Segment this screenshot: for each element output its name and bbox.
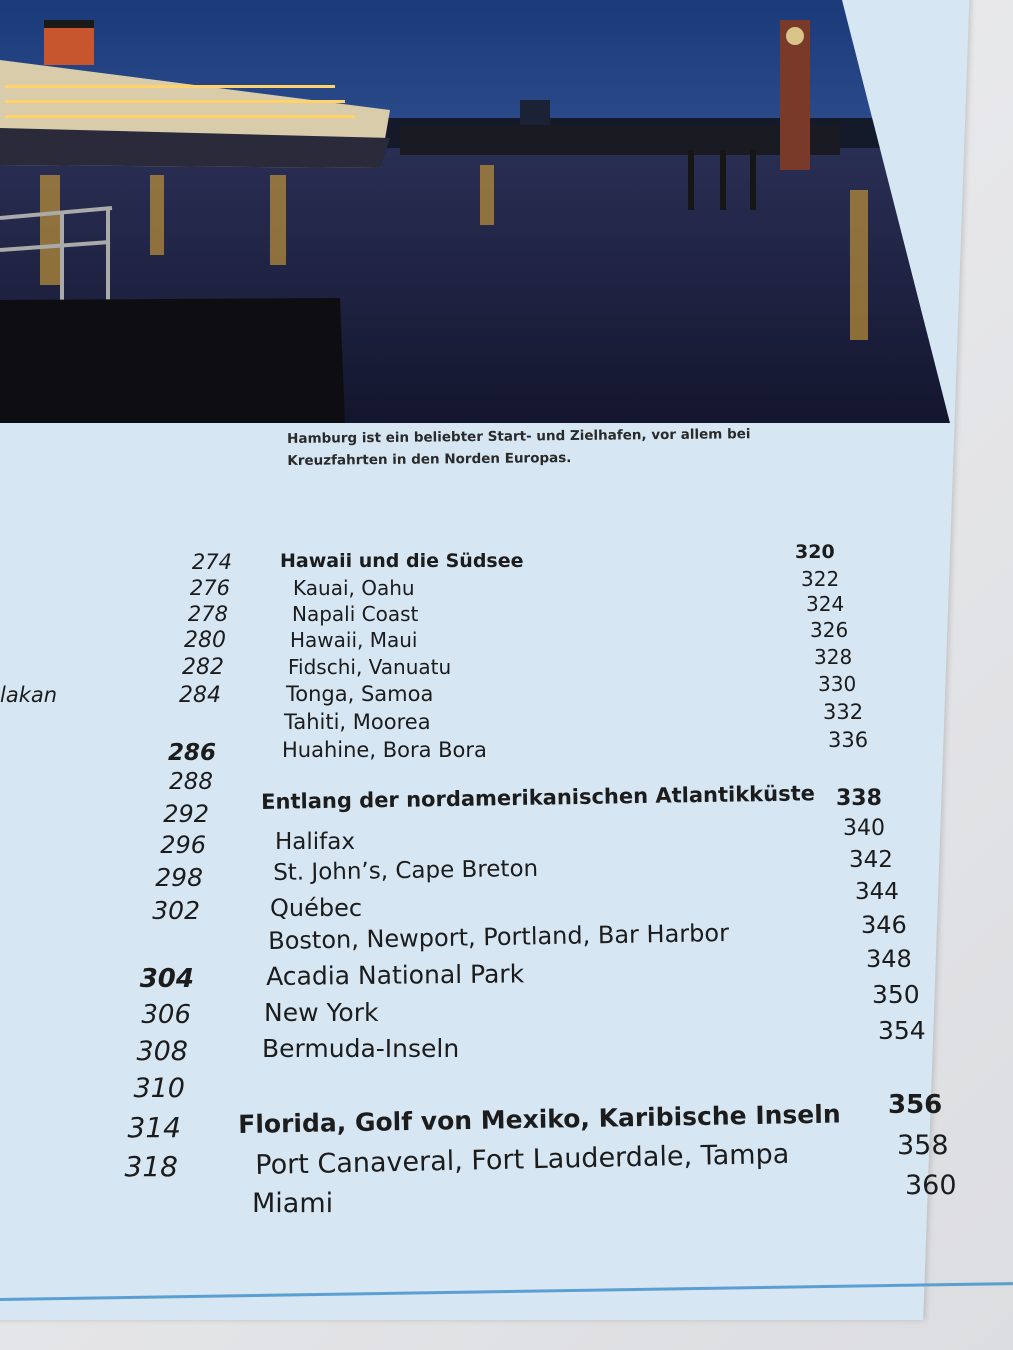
section-page-number: 356 (888, 1090, 943, 1120)
harbor-photo (0, 0, 950, 423)
toc-page-number: 360 (905, 1170, 957, 1201)
section-page-number: 338 (836, 786, 882, 811)
left-page-number: 282 (182, 655, 224, 680)
toc-entry: Québec (270, 894, 363, 922)
toc-page-number: 358 (897, 1130, 949, 1161)
left-page-number: 280 (184, 628, 226, 653)
toc-page-number: 342 (849, 847, 893, 873)
left-page-number: 308 (136, 1036, 188, 1067)
photo-caption (287, 422, 847, 472)
toc-page-number: 336 (828, 728, 869, 752)
left-page-number: 310 (133, 1073, 185, 1104)
left-page-number: 292 (163, 800, 209, 828)
toc-entry: Napali Coast (292, 602, 419, 626)
toc-entry: Kauai, Oahu (293, 576, 415, 600)
left-partial-label: lakan (0, 683, 58, 707)
toc-page-number: 354 (878, 1016, 926, 1045)
section-page-number: 320 (795, 541, 835, 563)
toc-page-number: 348 (866, 945, 912, 973)
left-page-number: 288 (169, 769, 213, 795)
left-page-number: 286 (167, 740, 216, 766)
toc-entry: Tahiti, Moorea (284, 710, 431, 734)
toc-entry: Port Canaveral, Fort Lauderdale, Tampa (255, 1138, 790, 1181)
toc-page-number: 346 (861, 911, 907, 939)
toc-page-number: 350 (872, 980, 920, 1009)
toc-entry: Acadia National Park (266, 959, 525, 991)
section-title: Hawaii und die Südsee (280, 550, 524, 572)
left-page-number: 278 (187, 602, 228, 626)
toc-page-number: 328 (814, 645, 853, 669)
section-title: Entlang der nordamerikanischen Atlantikküste (261, 781, 816, 814)
left-page-number: 276 (189, 576, 230, 600)
toc-page-number: 322 (801, 567, 840, 591)
toc-entry: Halifax (275, 829, 355, 855)
toc-entry: Tonga, Samoa (286, 682, 434, 706)
left-page-number: 306 (141, 1000, 191, 1030)
toc-entry: Fidschi, Vanuatu (288, 655, 452, 679)
section-title: Florida, Golf von Mexiko, Karibische Inseln (238, 1099, 841, 1139)
toc-page-number: 332 (823, 700, 864, 724)
toc-entry: Miami (252, 1188, 334, 1219)
toc-entry: Boston, Newport, Portland, Bar Harbor (268, 918, 730, 955)
toc-entry: Huahine, Bora Bora (282, 738, 487, 762)
toc-page-number: 326 (810, 618, 849, 642)
left-page-number: 304 (139, 964, 194, 994)
left-page-number: 284 (179, 683, 221, 708)
toc-page-number: 330 (818, 672, 857, 696)
caption-line: Kreuzfahrten in den Norden Europas. (287, 450, 572, 469)
left-page-number: 302 (152, 896, 200, 925)
left-page-number: 296 (160, 831, 206, 859)
toc-entry: St. John’s, Cape Breton (273, 855, 539, 886)
left-page-number: 314 (127, 1111, 181, 1144)
left-page-number: 274 (191, 550, 232, 574)
toc-entry: Hawaii, Maui (290, 628, 418, 652)
left-page-number: 318 (124, 1150, 178, 1183)
toc-page-number: 324 (806, 592, 845, 616)
toc-page-number: 344 (855, 879, 899, 905)
toc-page-number: 340 (843, 816, 885, 841)
toc-entry: New York (264, 998, 379, 1027)
caption-line: Hamburg ist ein beliebter Start- und Zielhafen, vor allem bei (287, 426, 751, 447)
toc-entry: Bermuda-Inseln (262, 1034, 460, 1063)
left-page-number: 298 (155, 863, 203, 892)
